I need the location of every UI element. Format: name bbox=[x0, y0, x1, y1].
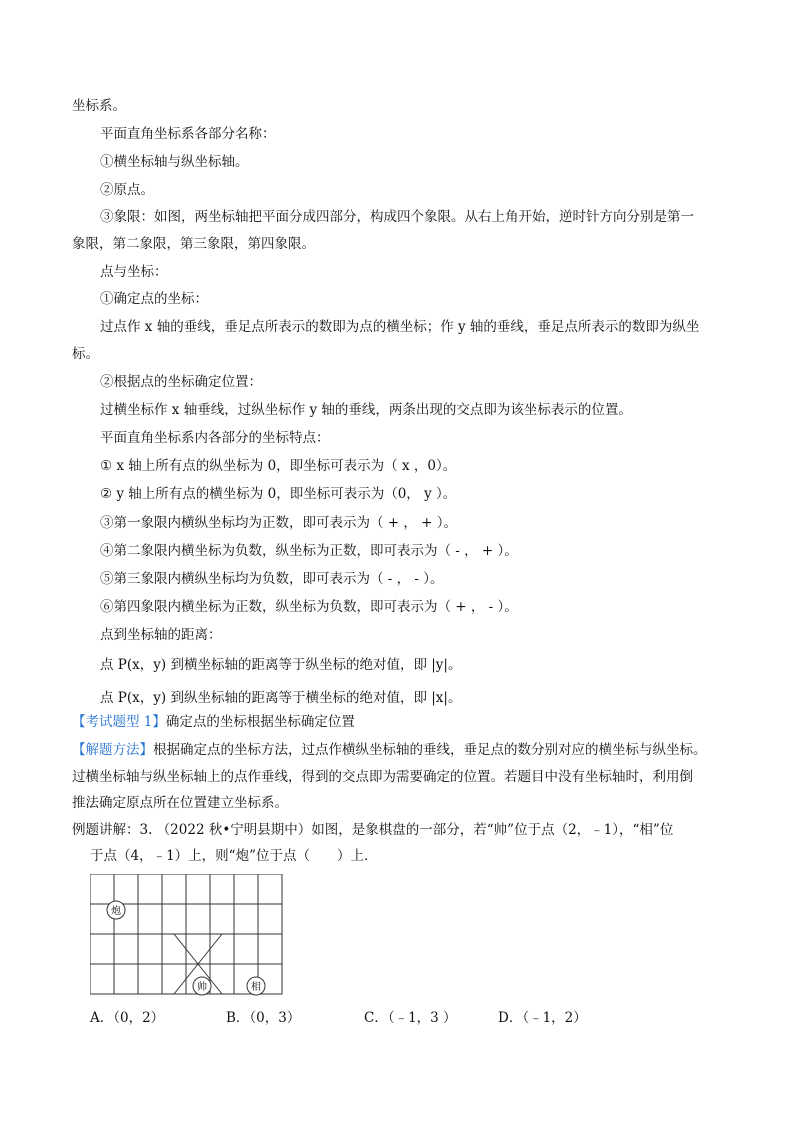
question-type-heading bbox=[72, 712, 355, 732]
svg-text:帅: 帅 bbox=[197, 982, 207, 993]
method-text: 根据确定点的坐标方法，过点作横纵坐标轴的垂线，垂足点的数分别对应的横坐标与纵坐标。 bbox=[153, 742, 707, 758]
text-line: 过点作 x 轴的垂线，垂足点所表示的数即为点的横坐标；作 y 轴的垂线，垂足点所表示的数即为纵坐 bbox=[100, 319, 700, 335]
example-line: 例题讲解：3. （2022 秋•宁明县期中）如图，是象棋盘的一部分，若“帅”位于点（2，﹣1），“相”位 bbox=[72, 822, 674, 838]
text-line: 过横坐标作 x 轴垂线，过纵坐标作 y 轴的垂线，两条出现的交点即为该坐标表示的位置。 bbox=[100, 402, 632, 418]
text-line: ①确定点的坐标： bbox=[100, 291, 208, 307]
text-line: ③第一象限内横纵坐标均为正数，即可表示为（ + ， + ）。 bbox=[100, 515, 458, 531]
option-d[interactable]: D．（﹣1，2） bbox=[498, 1010, 587, 1026]
text-line: 点 P(x，y) 到横坐标轴的距离等于纵坐标的绝对值，即 |y|。 bbox=[100, 657, 462, 673]
text-line: ⑤第三象限内横纵坐标均为负数，即可表示为（ - ， - ）。 bbox=[100, 571, 444, 587]
text-line: 点与坐标： bbox=[100, 264, 168, 280]
text-line: ②根据点的坐标确定位置： bbox=[100, 374, 262, 390]
text-line: 象限，第二象限，第三象限，第四象限。 bbox=[72, 236, 315, 252]
piece-xiang bbox=[247, 977, 265, 995]
text-line: ④第二象限内横坐标为负数，纵坐标为正数，即可表示为（ - ， + ）。 bbox=[100, 543, 518, 559]
method-line bbox=[72, 740, 707, 760]
example-line: 于点（4，﹣1）上，则“炮”位于点（ ）上． bbox=[90, 848, 378, 864]
method-tag: 【解题方法】 bbox=[72, 742, 153, 758]
option-a[interactable]: A．（0，2） bbox=[90, 1010, 165, 1026]
text-line: 坐标系。 bbox=[72, 98, 126, 114]
chessboard-figure bbox=[90, 874, 290, 1002]
text-line: ②原点。 bbox=[100, 182, 154, 198]
text-line: 平面直角坐标系内各部分的坐标特点： bbox=[100, 430, 330, 446]
text-line: ① x 轴上所有点的纵坐标为 0，即坐标可表示为（ x ，0）。 bbox=[100, 458, 457, 474]
method-line: 推法确定原点所在位置建立坐标系。 bbox=[72, 795, 288, 811]
text-line: 标。 bbox=[72, 346, 99, 362]
question-type-tag: 【考试题型 1】 bbox=[72, 714, 166, 730]
text-line: 点到坐标轴的距离： bbox=[100, 627, 222, 643]
option-c[interactable]: C．（﹣1，3 ） bbox=[364, 1010, 457, 1026]
svg-text:炮: 炮 bbox=[111, 906, 121, 917]
piece-shuai bbox=[193, 977, 211, 995]
method-line: 过横坐标轴与纵坐标轴上的点作垂线，得到的交点即为需要确定的位置。若题目中没有坐标轴时，利用倒 bbox=[72, 769, 693, 785]
board-grid bbox=[90, 874, 282, 994]
text-line: 平面直角坐标系各部分名称： bbox=[100, 126, 276, 142]
text-line: ⑥第四象限内横坐标为正数，纵坐标为负数，即可表示为（ + ， - ）。 bbox=[100, 599, 518, 615]
text-line: 点 P(x，y) 到纵坐标轴的距离等于横坐标的绝对值，即 |x|。 bbox=[100, 690, 462, 706]
text-line: ② y 轴上所有点的横坐标为 0，即坐标可表示为（0， y ）。 bbox=[100, 486, 457, 502]
text-line: ③象限：如图，两坐标轴把平面分成四部分，构成四个象限。从右上角开始，逆时针方向分别是第一 bbox=[100, 209, 694, 225]
question-type-title: 确定点的坐标根据坐标确定位置 bbox=[165, 714, 355, 730]
option-b[interactable]: B．（0，3） bbox=[226, 1010, 301, 1026]
piece-pao bbox=[107, 901, 125, 919]
text-line: ①横坐标轴与纵坐标轴。 bbox=[100, 154, 249, 170]
svg-text:相: 相 bbox=[251, 982, 261, 993]
